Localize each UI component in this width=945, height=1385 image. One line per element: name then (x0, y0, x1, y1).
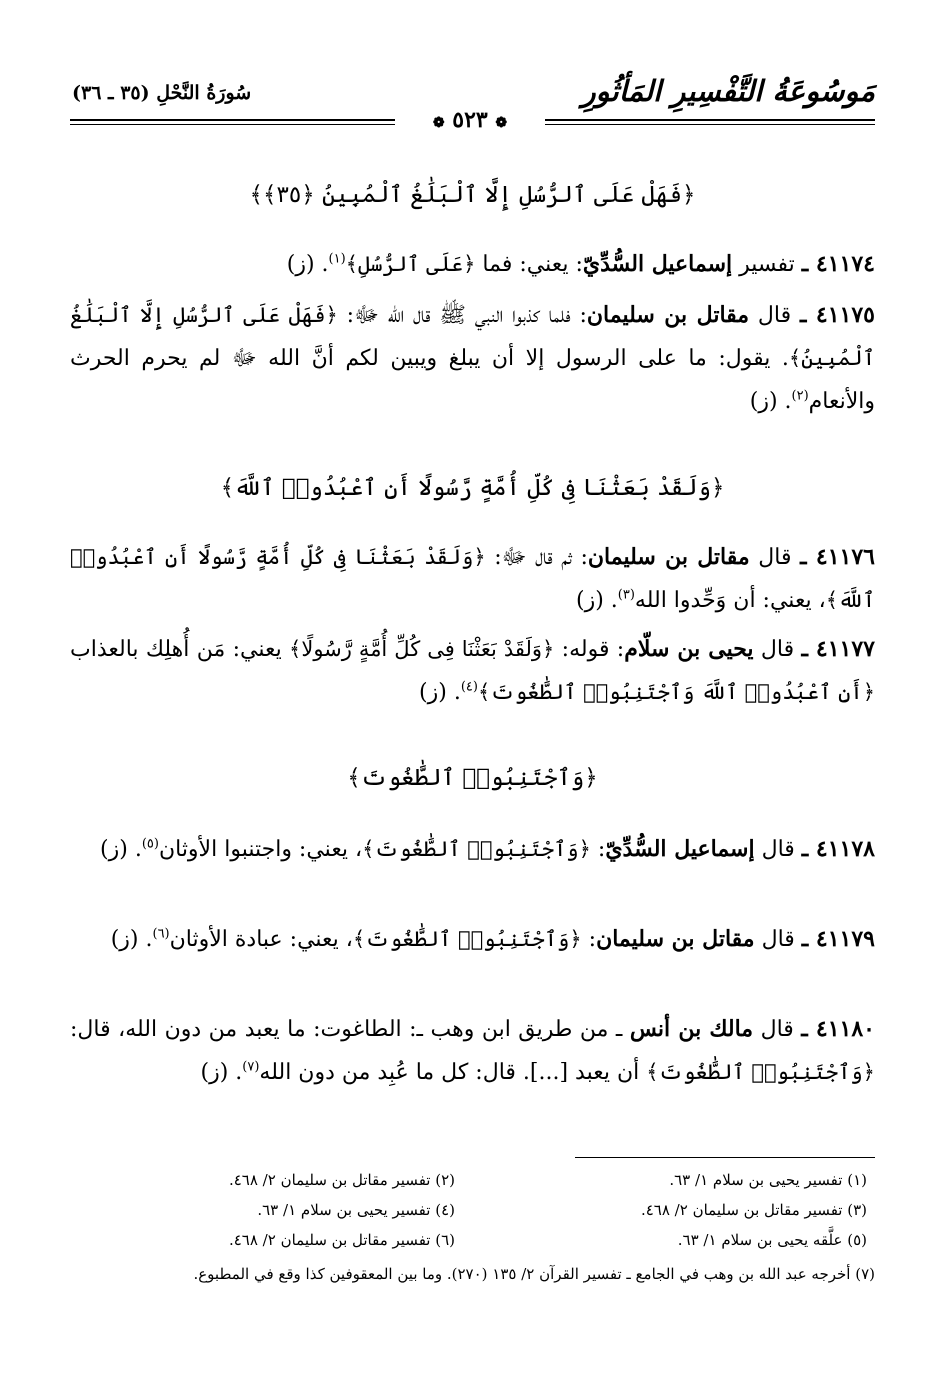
entry-text: قال (749, 303, 800, 328)
quran-quote: ﴿عَلَى ٱلرُّسُلِ﴾ (345, 252, 476, 276)
entry-text: : (581, 927, 597, 952)
surah-range: سُورَةُ النَّحْلِ (٣٥ ـ ٣٦) (72, 82, 252, 104)
narrator-name: مقاتل بن سليمان (596, 926, 755, 952)
verse-heading: ﴿فَهَلْ عَلَى ٱلرُّسُلِ إِلَّا ٱلْبَلَٰغُ ٱلْمُبِينُ ﴿٣٥﴾﴾ (249, 182, 696, 208)
footnote-rule (575, 1157, 875, 1158)
verse-heading: ﴿وَٱجْتَنِبُوا۟ ٱلطَّٰغُوتَ﴾ (347, 765, 598, 791)
narrator-name: مالك بن أنس (629, 1016, 754, 1042)
footnote-ref: (٦) (152, 926, 170, 942)
entry-text: . (ز) (575, 588, 618, 613)
narrator-name: إسماعيل السُّدِّيّ (582, 251, 733, 277)
footnote: (٤) تفسير يحيى بن سلام ١/ ٦٣. (257, 1201, 455, 1219)
footnote: (٧) أخرجه عبد الله بن وهب في الجامع ـ تفسير القرآن ٢/ ١٣٥ (٢٧٠). وما بين المعقوفين كذا وقع في المطبوع. (193, 1265, 875, 1283)
entry-text: ، يعني: أن وَحِّدوا الله (634, 588, 826, 613)
entry-text: : ثم قال ﷻ: (485, 545, 588, 570)
ornament-icon: ❁ (495, 115, 508, 131)
footnote: (١) تفسير يحيى بن سلام ١/ ٦٣. (669, 1171, 867, 1189)
narrator-name: مقاتل بن سليمان (587, 544, 750, 570)
narrator-name: يحيى بن سلّام (624, 636, 754, 662)
entry-text: ، يعني: واجتنبوا الأوثان (158, 837, 363, 862)
footnote-ref: (٣) (617, 587, 635, 603)
entry-number: ٤١١٧٥ ـ (799, 302, 875, 328)
entry-text: . (ز) (749, 389, 792, 414)
footnote-ref: (٤) (460, 679, 478, 695)
quran-quote: ﴿وَلَقَدْ بَعَثْنَا فِى كُلِّ أُمَّةٍ رَّسُولًا﴾ (289, 637, 555, 661)
footnote: (٥) علَّقه يحيى بن سلام ١/ ٦٣. (677, 1231, 867, 1249)
entry-text: قال (749, 545, 801, 570)
footnote: (٦) تفسير مقاتل بن سليمان ٢/ ٤٦٨. (228, 1231, 455, 1249)
entry-number: ٤١١٨٠ ـ (801, 1016, 875, 1042)
entry (70, 628, 875, 714)
entry (70, 1008, 875, 1094)
entry-text: . (ز) (110, 927, 153, 952)
entry-text: : قوله: (554, 637, 625, 662)
entry-text: قال (754, 927, 802, 952)
entry-text: قال (753, 1017, 802, 1042)
entry (70, 536, 875, 622)
footnote-ref: (٧) (242, 1059, 260, 1075)
entry-text: . (ز) (100, 837, 142, 862)
entry-number: ٤١١٧٨ ـ (801, 836, 875, 862)
entry-text: . يقول: ما على الرسول إلا أن يبلغ ويبين لكم أنَّ الله ﷻ لم يحرم الحرث والأنعام (70, 346, 875, 414)
quran-quote: ﴿وَٱجْتَنِبُوا۟ ٱلطَّٰغُوتَ﴾ (352, 927, 582, 951)
quran-quote: ﴿فَهَلْ عَلَى ٱلرُّسُلِ إِلَّا ٱلْبَلَٰغُ ٱلْمُبِينُ﴾ (70, 303, 875, 370)
page-number: ٥٢٣ (452, 107, 488, 133)
entry-text: . (ز) (286, 252, 329, 277)
quran-quote: ﴿وَلَقَدْ بَعَثْنَا فِى كُلِّ أُمَّةٍ رَّسُولًا أَنِ ٱعْبُدُوا۟ ٱللَّهَ﴾ (70, 545, 875, 612)
entry-text: . (ز) (200, 1060, 243, 1085)
page-number-box (395, 103, 545, 137)
ornament-icon: ❁ (432, 115, 445, 131)
entry-text: : (590, 837, 606, 862)
entry (70, 243, 875, 286)
footnote: (٣) تفسير مقاتل بن سليمان ٢/ ٤٦٨. (640, 1201, 867, 1219)
narrator-name: إسماعيل السُّدِّيّ (605, 836, 755, 862)
entry-text: أن يعبد [...]. قال: كل ما عُبِد من دون الله (259, 1060, 647, 1085)
footnote: (٢) تفسير مقاتل بن سليمان ٢/ ٤٦٨. (228, 1171, 455, 1189)
entry-number: ٤١١٧٦ ـ (800, 544, 875, 570)
footnote-ref: (٢) (791, 388, 809, 404)
entry-text: . (ز) (419, 680, 461, 705)
entry-text: : فلما كذبوا النبي ﷺ قال الله ﷻ: (337, 303, 587, 328)
entry (70, 294, 875, 423)
footnote-ref: (٥) (141, 836, 159, 852)
entry (70, 828, 875, 871)
entry-text: قال (754, 837, 802, 862)
entry-text: : يعني: فما (475, 252, 583, 277)
quran-quote: ﴿وَٱجْتَنِبُوا۟ ٱلطَّٰغُوتَ﴾ (646, 1060, 875, 1084)
entry-text: ، يعني: عبادة الأوثان (169, 927, 353, 952)
entry (70, 918, 875, 961)
quran-quote: ﴿أَنِ ٱعْبُدُوا۟ ٱللَّهَ وَٱجْتَنِبُوا۟ ٱلطَّٰغُوتَ﴾ (477, 680, 875, 704)
entry-text: قال (753, 637, 802, 662)
entry-number: ٤١١٧٩ ـ (801, 926, 875, 952)
narrator-name: مقاتل بن سليمان (586, 302, 750, 328)
series-title: مَوسُوعَةُ التَّفْسِيرِ المَأثُورِ (581, 74, 875, 108)
entry-text: يعني: مَن أُهلِك بالعذاب (70, 637, 290, 662)
entry-number: ٤١١٧٤ ـ (801, 251, 875, 277)
entry-number: ٤١١٧٧ ـ (801, 636, 875, 662)
verse-heading: ﴿وَلَقَدْ بَعَثْنَا فِى كُلِّ أُمَّةٍ رَّسُولًا أَنِ ٱعْبُدُوا۟ ٱللَّهَ﴾ (220, 475, 725, 501)
entry-text: ـ من طريق ابن وهب ـ: الطاغوت: ما يعبد من دون الله، قال: (70, 1017, 630, 1042)
entry-text: تفسير (732, 252, 802, 277)
footnote-ref: (١) (328, 251, 346, 267)
quran-quote: ﴿وَٱجْتَنِبُوا۟ ٱلطَّٰغُوتَ﴾ (362, 837, 591, 861)
